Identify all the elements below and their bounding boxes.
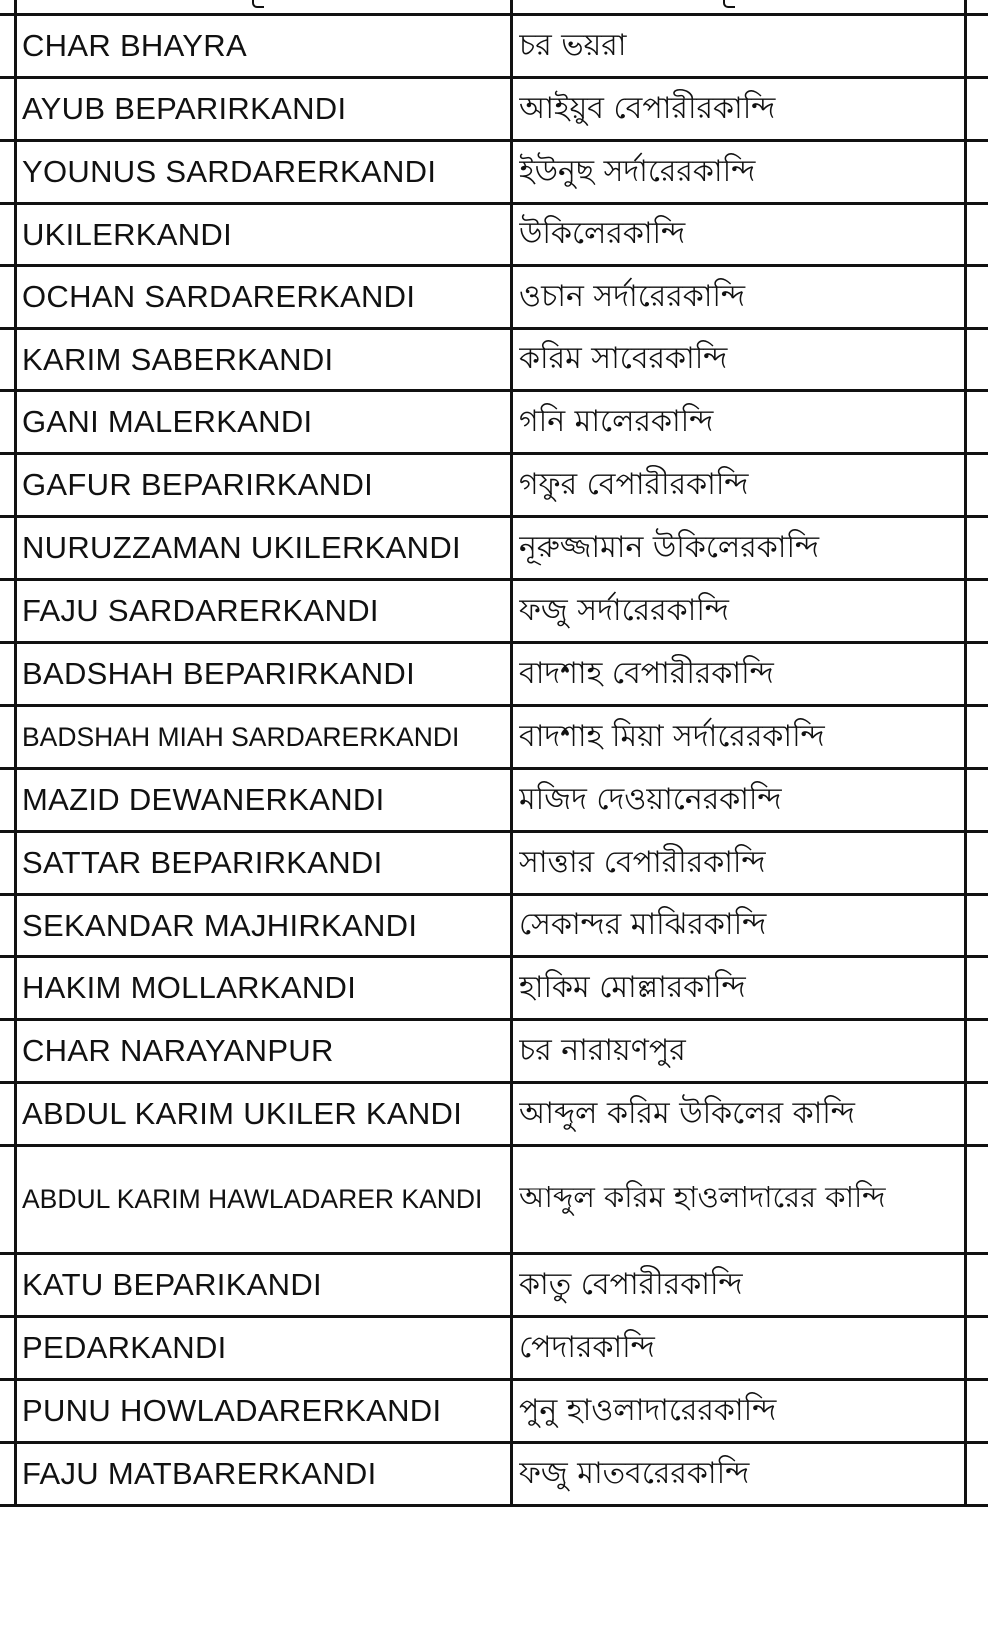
table-row bbox=[0, 1021, 988, 1081]
bengali-name-cell: নূরুজ্জামান উকিলেরকান্দি bbox=[519, 529, 820, 565]
english-name-cell: ABDUL KARIM HAWLADARER KANDI bbox=[22, 1184, 483, 1214]
english-name-cell: UKILERKANDI bbox=[22, 216, 233, 252]
table-row-rule bbox=[0, 1504, 988, 1507]
english-name-cell: NURUZZAMAN UKILERKANDI bbox=[22, 530, 461, 565]
english-name-cell: FAJU SARDARERKANDI bbox=[22, 593, 379, 628]
bengali-name-cell: পুনু হাওলাদারেরকান্দি bbox=[519, 1392, 777, 1428]
english-name-cell: PUNU HOWLADARERKANDI bbox=[22, 1393, 442, 1428]
table-row bbox=[0, 770, 988, 830]
table-row bbox=[0, 581, 988, 641]
english-name-cell: FAJU MATBARERKANDI bbox=[22, 1456, 377, 1491]
table-row bbox=[0, 896, 988, 955]
table-row bbox=[0, 518, 988, 578]
english-name-cell: YOUNUS SARDARERKANDI bbox=[22, 154, 437, 189]
table-row bbox=[0, 205, 988, 264]
bengali-name-cell: বাদশাহ মিয়া সর্দারেরকান্দি bbox=[519, 718, 825, 754]
table-row bbox=[0, 707, 988, 767]
bengali-name-cell: উকিলেরকান্দি bbox=[519, 216, 686, 251]
bengali-name-cell: সাত্তার বেপারীরকান্দি bbox=[519, 844, 766, 880]
english-name-cell: CHAR BHAYRA bbox=[22, 28, 247, 63]
table-row bbox=[0, 330, 988, 389]
english-name-cell: BADSHAH MIAH SARDARERKANDI bbox=[22, 721, 460, 752]
table-row bbox=[0, 1147, 988, 1252]
bengali-name-cell: আব্দুল করিম উকিলের কান্দি bbox=[519, 1095, 855, 1131]
table-row bbox=[0, 267, 988, 327]
bengali-name-cell: চর ভয়রা bbox=[519, 27, 627, 63]
bengali-name-cell: কাতু বেপারীরকান্দি bbox=[519, 1266, 743, 1302]
table-row bbox=[0, 958, 988, 1018]
bengali-name-cell: সেকান্দর মাঝিরকান্দি bbox=[519, 907, 767, 942]
cropped-text-fragment bbox=[252, 0, 264, 8]
table-row bbox=[0, 455, 988, 515]
bengali-name-cell: করিম সাবেরকান্দি bbox=[519, 341, 728, 376]
bengali-name-cell: বাদশাহ বেপারীরকান্দি bbox=[519, 655, 774, 691]
bengali-name-cell: ফজু সর্দারেরকান্দি bbox=[519, 592, 729, 628]
english-name-cell: AYUB BEPARIRKANDI bbox=[22, 91, 347, 126]
table-row bbox=[0, 392, 988, 452]
cropped-text-fragment bbox=[723, 0, 735, 8]
english-name-cell: KARIM SABERKANDI bbox=[22, 341, 334, 377]
table-row bbox=[0, 1084, 988, 1144]
bengali-name-cell: হাকিম মোল্লারকান্দি bbox=[519, 969, 746, 1005]
table-row bbox=[0, 644, 988, 704]
bengali-name-cell: ওচান সর্দারেরকান্দি bbox=[519, 278, 746, 314]
table-row bbox=[0, 79, 988, 139]
english-name-cell: CHAR NARAYANPUR bbox=[22, 1033, 334, 1068]
bengali-name-cell: চর নারায়ণপুর bbox=[519, 1032, 686, 1068]
bengali-name-cell: পেদারকান্দি bbox=[519, 1329, 655, 1365]
english-name-cell: OCHAN SARDARERKANDI bbox=[22, 279, 416, 314]
english-name-cell: MAZID DEWANERKANDI bbox=[22, 782, 385, 817]
table-row bbox=[0, 1444, 988, 1504]
english-name-cell: BADSHAH BEPARIRKANDI bbox=[22, 656, 416, 691]
table-row bbox=[0, 1255, 988, 1315]
table-row bbox=[0, 16, 988, 76]
english-name-cell: GAFUR BEPARIRKANDI bbox=[22, 467, 374, 502]
bengali-name-cell: আইয়ুব বেপারীরকান্দি bbox=[519, 90, 776, 126]
table-row bbox=[0, 1318, 988, 1378]
bengali-name-cell: মজিদ দেওয়ানেরকান্দি bbox=[519, 781, 782, 817]
bengali-name-cell: ইউনুছ সর্দারেরকান্দি bbox=[519, 153, 756, 189]
table-row bbox=[0, 833, 988, 893]
bengali-name-cell: ফজু মাতবরেরকান্দি bbox=[519, 1455, 750, 1491]
english-name-cell: GANI MALERKANDI bbox=[22, 404, 313, 439]
bengali-name-cell: আব্দুল করিম হাওলাদারের কান্দি bbox=[519, 1180, 886, 1214]
table-row bbox=[0, 1381, 988, 1441]
english-name-cell: HAKIM MOLLARKANDI bbox=[22, 970, 357, 1005]
english-name-cell: SEKANDAR MAJHIRKANDI bbox=[22, 907, 418, 943]
bengali-name-cell: গনি মালেরকান্দি bbox=[519, 403, 714, 439]
english-name-cell: KATU BEPARIKANDI bbox=[22, 1267, 322, 1302]
english-name-cell: ABDUL KARIM UKILER KANDI bbox=[22, 1096, 463, 1131]
bengali-name-cell: গফুর বেপারীরকান্দি bbox=[519, 466, 749, 502]
table-row bbox=[0, 142, 988, 202]
english-name-cell: SATTAR BEPARIRKANDI bbox=[22, 845, 383, 880]
english-name-cell: PEDARKANDI bbox=[22, 1330, 227, 1365]
